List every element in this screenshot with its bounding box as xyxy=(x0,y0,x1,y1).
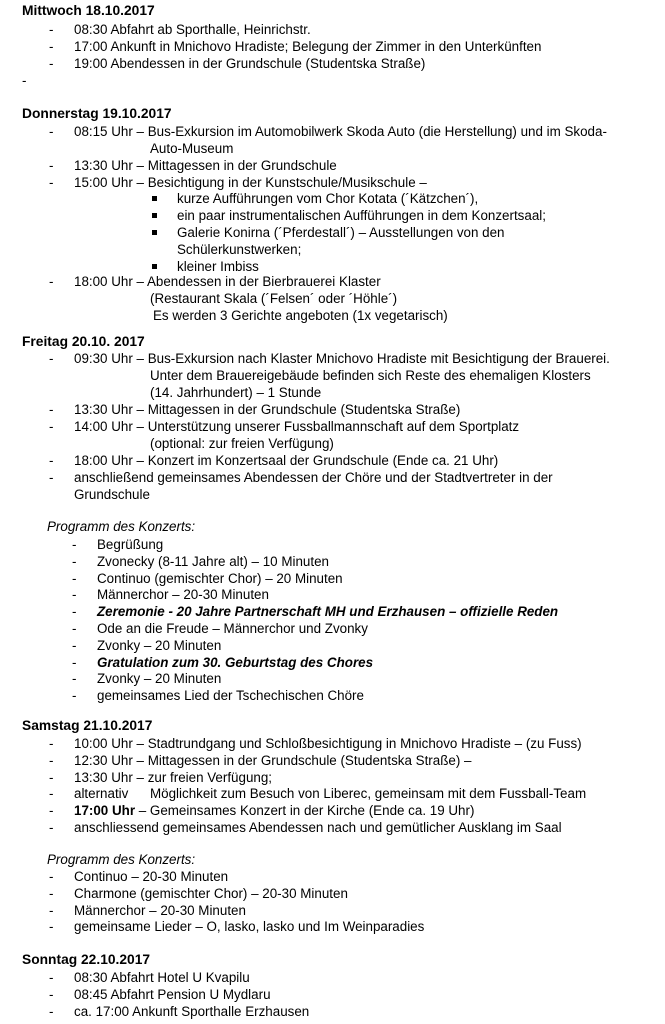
list-item: 09:30 Uhr – Bus-Exkursion nach Klaster Mnichovo Hradiste mit Besichtigung der Brauerei. xyxy=(74,351,610,366)
program-item: Männerchor – 20-30 Minuten xyxy=(74,903,246,918)
dash: - xyxy=(72,604,77,619)
list-item xyxy=(74,802,474,819)
list-item: 13:30 Uhr – zur freien Verfügung; xyxy=(74,770,273,785)
list-item: 10:00 Uhr – Stadtrundgang und Schloßbesichtigung in Mnichovo Hradiste – (zu Fuss) xyxy=(74,736,582,751)
concert-time: 17:00 Uhr xyxy=(74,803,136,818)
program-item: gemeinsames Lied der Tschechischen Chöre xyxy=(97,688,364,703)
dash: - xyxy=(49,919,54,934)
list-item-continuation: Grundschule xyxy=(74,487,150,502)
list-item: 15:00 Uhr – Besichtigung in der Kunstschule/Musikschule – xyxy=(74,175,427,190)
program-item: Continuo – 20-30 Minuten xyxy=(74,869,229,884)
day-heading-donnerstag: Donnerstag 19.10.2017 xyxy=(22,106,172,121)
program-item-highlight: Zeremonie - 20 Jahre Partnerschaft MH und Erzhausen – offizielle Reden xyxy=(97,604,559,619)
dash: - xyxy=(49,1004,54,1019)
program-item: Continuo (gemischter Chor) – 20 Minuten xyxy=(97,571,343,586)
dash: - xyxy=(49,753,54,768)
program-item: Ode an die Freude – Männerchor und Zvonky xyxy=(97,621,368,636)
dash: - xyxy=(72,554,77,569)
list-item: 13:30 Uhr – Mittagessen in der Grundschule (Studentska Straße) xyxy=(74,402,461,417)
bullet-item: kurze Aufführungen vom Chor Kotata (´Kätzchen´), xyxy=(177,191,479,206)
list-item-continuation: (Restaurant Skala (´Felsen´ oder ´Höhle´) xyxy=(150,291,398,306)
dash: - xyxy=(49,39,54,54)
day-heading-mittwoch: Mittwoch 18.10.2017 xyxy=(22,3,155,18)
list-item: 18:00 Uhr – Abendessen in der Bierbrauerei Klaster xyxy=(74,274,381,289)
alternative-label: alternativ xyxy=(74,786,129,801)
bullet-item: Galerie Konirna (´Pferdestall´) – Ausstellungen von den xyxy=(177,225,505,240)
list-item: 14:00 Uhr – Unterstützung unserer Fussballmannschaft auf dem Sportplatz xyxy=(74,419,520,434)
dash: - xyxy=(72,587,77,602)
dash: - xyxy=(72,537,77,552)
program-item: Begrüßung xyxy=(97,537,164,552)
program-item: Männerchor – 20-30 Minuten xyxy=(97,587,269,602)
program-item-highlight: Gratulation zum 30. Geburtstag des Chores xyxy=(97,655,374,670)
bullet-square-icon xyxy=(152,230,157,235)
list-item: ca. 17:00 Ankunft Sporthalle Erzhausen xyxy=(74,1004,310,1019)
dash: - xyxy=(22,73,27,88)
dash: - xyxy=(49,869,54,884)
dash: - xyxy=(72,688,77,703)
bullet-item: kleiner Imbiss xyxy=(177,259,259,274)
dash: - xyxy=(49,970,54,985)
dash: - xyxy=(49,419,54,434)
list-item: 19:00 Abendessen in der Grundschule (Studentska Straße) xyxy=(74,56,426,71)
dash: - xyxy=(49,124,54,139)
dash: - xyxy=(49,56,54,71)
list-item-continuation: Unter dem Brauereigebäude befinden sich Reste des ehemaligen Klosters xyxy=(150,368,591,383)
dash: - xyxy=(49,22,54,37)
dash: - xyxy=(49,803,54,818)
dash: - xyxy=(49,274,54,289)
alternative-text: Möglichkeit zum Besuch von Liberec, gemeinsam mit dem Fussball-Team xyxy=(150,786,587,801)
dash: - xyxy=(49,770,54,785)
list-item: 08:45 Abfahrt Pension U Mydlaru xyxy=(74,987,271,1002)
bullet-item-continuation: Schülerkunstwerken; xyxy=(177,242,302,257)
program-item: Zvonky – 20 Minuten xyxy=(97,671,222,686)
dash: - xyxy=(49,470,54,485)
list-item: 08:15 Uhr – Bus-Exkursion im Automobilwerk Skoda Auto (die Herstellung) und im Skoda- xyxy=(74,124,607,139)
program-item: Zvonecky (8-11 Jahre alt) – 10 Minuten xyxy=(97,554,329,569)
dash: - xyxy=(49,736,54,751)
dash: - xyxy=(49,453,54,468)
list-item-continuation: (14. Jahrhundert) – 1 Stunde xyxy=(150,385,322,400)
bullet-square-icon xyxy=(152,213,157,218)
program-item: gemeinsame Lieder – O, lasko, lasko und Im Weinparadies xyxy=(74,919,425,934)
list-item: anschliessend gemeinsames Abendessen nach und gemütlicher Ausklang im Saal xyxy=(74,820,562,835)
dash: - xyxy=(72,638,77,653)
program-heading: Programm des Konzerts: xyxy=(47,519,196,534)
dash: - xyxy=(72,621,77,636)
list-item-continuation: (optional: zur freien Verfügung) xyxy=(150,436,334,451)
dash: - xyxy=(49,987,54,1002)
list-item-continuation: Auto-Museum xyxy=(150,141,234,156)
dash: - xyxy=(49,903,54,918)
dash: - xyxy=(49,351,54,366)
list-item: 17:00 Ankunft in Mnichovo Hradiste; Belegung der Zimmer in den Unterkünften xyxy=(74,39,542,54)
program-heading: Programm des Konzerts: xyxy=(47,852,196,867)
bullet-square-icon xyxy=(152,264,157,269)
dash: - xyxy=(49,886,54,901)
day-heading-samstag: Samstag 21.10.2017 xyxy=(22,718,153,733)
day-heading-sonntag: Sonntag 22.10.2017 xyxy=(22,952,151,967)
dash: - xyxy=(72,655,77,670)
list-item: anschließend gemeinsames Abendessen der Chöre und der Stadtvertreter in der xyxy=(74,470,553,485)
concert-text: – Gemeinsames Konzert in der Kirche (Ende ca. 19 Uhr) xyxy=(135,803,475,818)
dash: - xyxy=(72,571,77,586)
dash: - xyxy=(49,402,54,417)
dash: - xyxy=(49,175,54,190)
dash: - xyxy=(49,786,54,801)
list-item: 08:30 Abfahrt Hotel U Kvapilu xyxy=(74,970,250,985)
list-item: 08:30 Abfahrt ab Sporthalle, Heinrichstr. xyxy=(74,22,311,37)
day-heading-freitag: Freitag 20.10. 2017 xyxy=(22,334,145,349)
list-item: 18:00 Uhr – Konzert im Konzertsaal der Grundschule (Ende ca. 21 Uhr) xyxy=(74,453,499,468)
dash: - xyxy=(72,671,77,686)
dash: - xyxy=(49,158,54,173)
list-item: 13:30 Uhr – Mittagessen in der Grundschule xyxy=(74,158,337,173)
bullet-square-icon xyxy=(152,196,157,201)
program-item: Charmone (gemischter Chor) – 20-30 Minuten xyxy=(74,886,348,901)
bullet-item: ein paar instrumentalischen Aufführungen in dem Konzertsaal; xyxy=(177,208,546,223)
program-item: Zvonky – 20 Minuten xyxy=(97,638,222,653)
list-item-continuation: Es werden 3 Gerichte angeboten (1x vegetarisch) xyxy=(153,308,448,323)
dash: - xyxy=(49,820,54,835)
list-item: 12:30 Uhr – Mittagessen in der Grundschule (Studentska Straße) – xyxy=(74,753,472,768)
